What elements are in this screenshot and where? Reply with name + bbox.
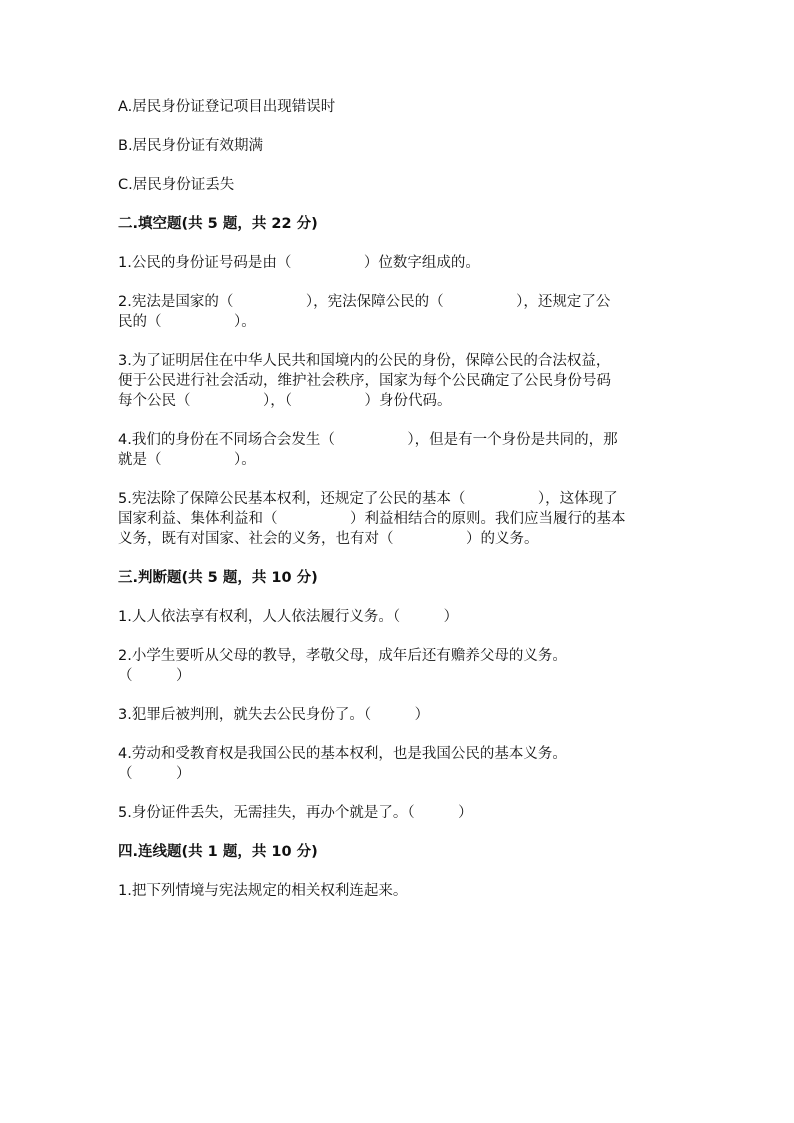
question-text-line: 就是（ ）。	[118, 452, 256, 468]
section-true-false	[118, 568, 678, 823]
section-heading-fill-in-blank: 二.填空题(共 5 题，共 22 分)	[118, 216, 318, 232]
question-text-line: 2.宪法是国家的（ ），宪法保障公民的（ ），还规定了公	[118, 294, 611, 310]
option-c: C.居民身份证丢失	[118, 177, 235, 193]
question-text-line: 1.把下列情境与宪法规定的相关权利连起来。	[118, 883, 408, 899]
question-text-line: 国家利益、集体利益和（ ）利益相结合的原则。我们应当履行的基本	[118, 511, 626, 527]
question-text-line: 5.宪法除了保障公民基本权利，还规定了公民的基本（ ），这体现了	[118, 491, 618, 507]
question-fill-1	[118, 253, 678, 273]
option-b: B.居民身份证有效期满	[118, 138, 264, 154]
question-text-line: 4.我们的身份在不同场合会发生（ ），但是有一个身份是共同的，那	[118, 432, 618, 448]
choice-options	[118, 97, 678, 195]
section-fill-in-blank	[118, 214, 678, 549]
question-text-line: （ ）	[118, 668, 191, 684]
question-fill-5	[118, 489, 678, 549]
question-text-line: 5.身份证件丢失，无需挂失，再办个就是了。（ ）	[118, 805, 473, 821]
question-judge-3	[118, 705, 678, 725]
question-fill-3	[118, 351, 678, 411]
question-match-1	[118, 881, 678, 901]
section-heading-true-false: 三.判断题(共 5 题，共 10 分)	[118, 570, 318, 586]
question-text-line: （ ）	[118, 766, 191, 782]
question-judge-1	[118, 607, 678, 627]
question-text-line: 便于公民进行社会活动，维护社会秩序，国家为每个公民确定了公民身份号码	[118, 373, 611, 389]
question-text-line: 3.为了证明居住在中华人民共和国境内的公民的身份，保障公民的合法权益，	[118, 353, 611, 369]
question-judge-4	[118, 744, 678, 784]
question-text-line: 3.犯罪后被判刑，就失去公民身份了。（ ）	[118, 707, 430, 723]
question-fill-4	[118, 430, 678, 470]
question-text-line: 1.公民的身份证号码是由（ ）位数字组成的。	[118, 255, 480, 271]
question-fill-2	[118, 292, 678, 332]
question-text-line: 1.人人依法享有权利，人人依法履行义务。（ ）	[118, 609, 459, 625]
question-judge-5	[118, 803, 678, 823]
question-text-line: 4.劳动和受教育权是我国公民的基本权利，也是我国公民的基本义务。	[118, 746, 567, 762]
question-text-line: 2.小学生要听从父母的教导，孝敬父母，成年后还有赡养父母的义务。	[118, 648, 567, 664]
question-text-line: 每个公民（ ），（ ）身份代码。	[118, 393, 452, 409]
question-text-line: 民的（ ）。	[118, 314, 256, 330]
option-a: A.居民身份证登记项目出现错误时	[118, 99, 336, 115]
section-heading-matching: 四.连线题(共 1 题，共 10 分)	[118, 844, 318, 860]
question-judge-2	[118, 646, 678, 686]
section-matching	[118, 842, 678, 901]
document-page	[118, 97, 678, 920]
question-text-line: 义务，既有对国家、社会的义务，也有对（ ）的义务。	[118, 531, 539, 547]
